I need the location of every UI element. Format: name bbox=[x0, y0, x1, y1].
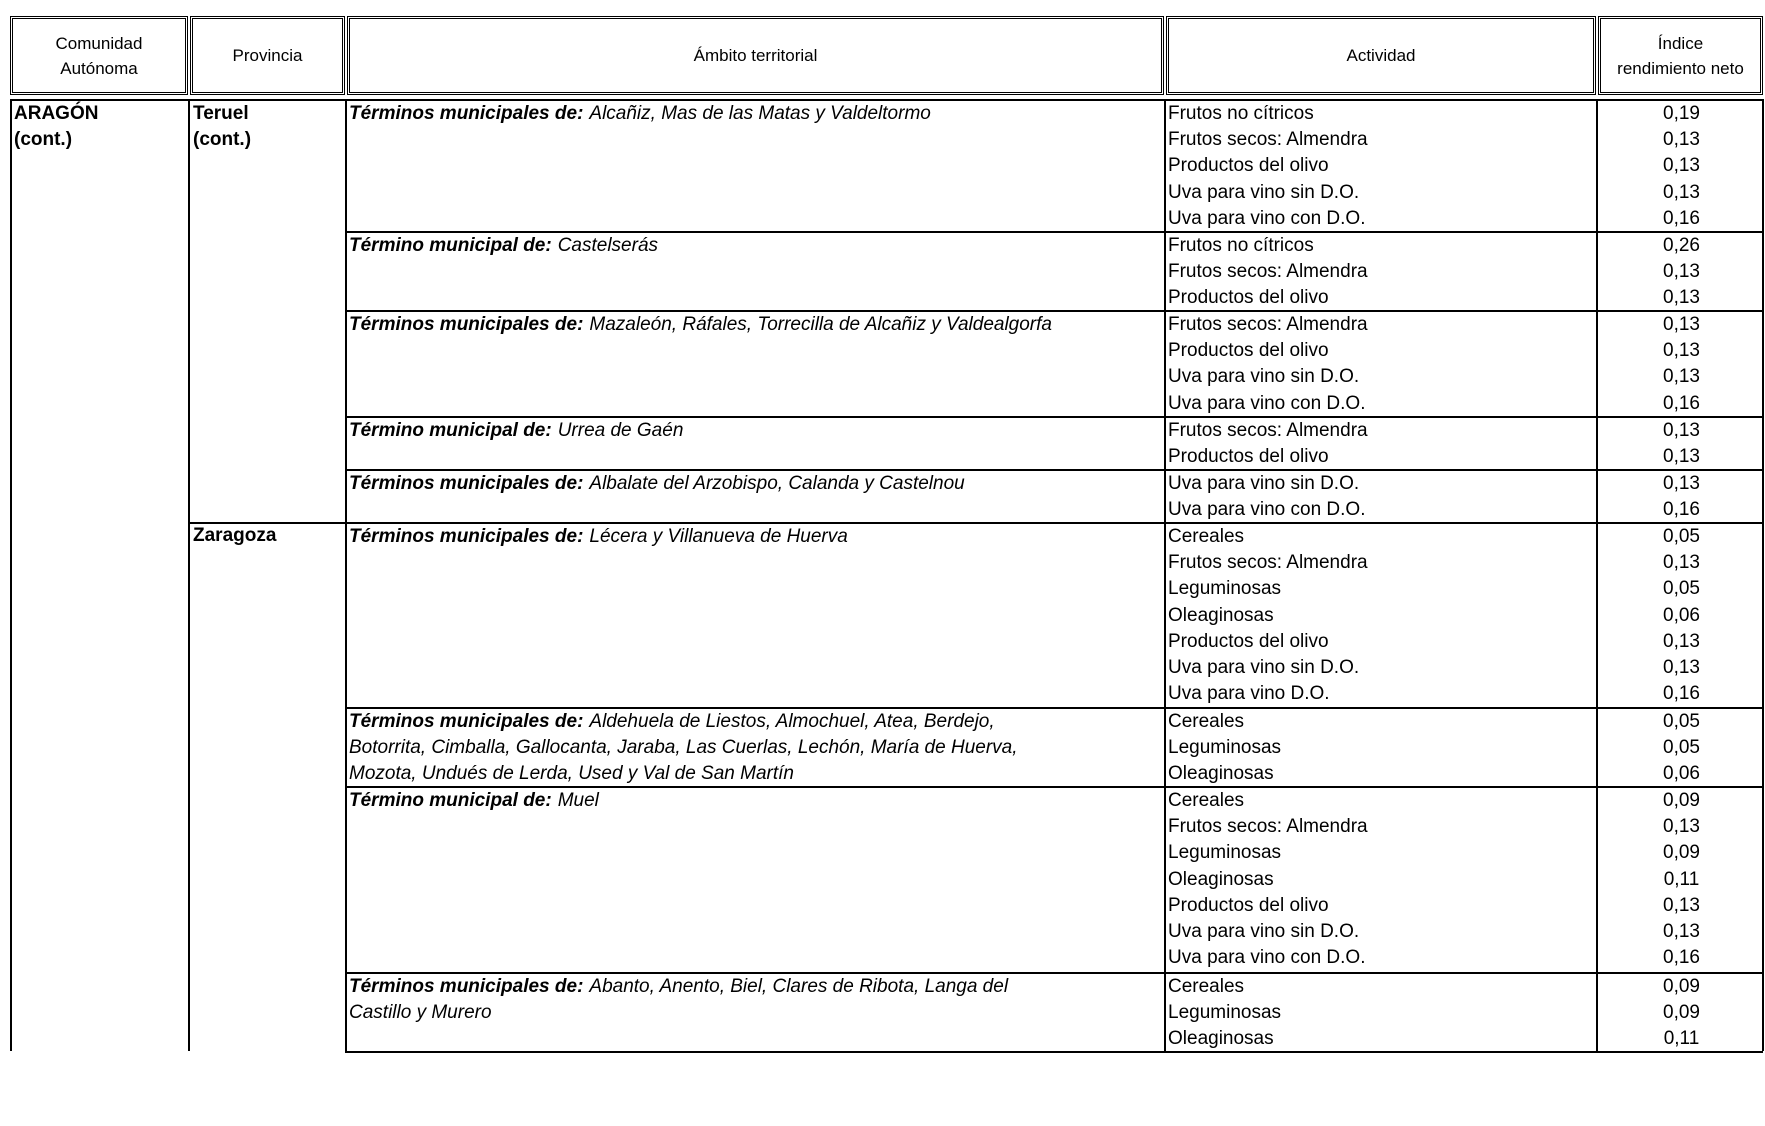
header-actividad-label: Actividad bbox=[1346, 46, 1416, 65]
actividad-item: Uva para vino sin D.O. bbox=[1168, 657, 1360, 679]
ambito-cell bbox=[349, 471, 1161, 497]
actividad-cell bbox=[1168, 312, 1598, 417]
ambito-prefix: Términos municipales de: bbox=[349, 976, 584, 997]
indice-cell bbox=[1600, 709, 1763, 788]
indice-value: 0,06 bbox=[1663, 604, 1700, 626]
indice-value: 0,13 bbox=[1663, 552, 1700, 574]
actividad-item: Frutos secos: Almendra bbox=[1168, 420, 1368, 441]
ambito-prefix: Términos municipales de: bbox=[349, 314, 584, 335]
actividad-item: Uva para vino D.O. bbox=[1168, 683, 1330, 705]
indice-value: 0,09 bbox=[1663, 1002, 1700, 1024]
indice-value: 0,05 bbox=[1663, 711, 1700, 732]
actividad-cell bbox=[1168, 101, 1598, 232]
indice-value: 0,26 bbox=[1663, 235, 1700, 256]
indice-cell bbox=[1600, 312, 1763, 417]
actividad-item: Frutos secos: Almendra bbox=[1168, 314, 1368, 335]
header-provincia bbox=[190, 16, 345, 95]
indice-value: 0,13 bbox=[1663, 473, 1700, 494]
ambito-prefix: Términos municipales de: bbox=[349, 526, 584, 547]
ambito-places: Aldehuela de Liestos, Almochuel, Atea, Berdejo, bbox=[589, 711, 995, 732]
ambito-prefix: Término municipal de: bbox=[349, 790, 552, 811]
actividad-item: Leguminosas bbox=[1168, 1002, 1282, 1024]
indice-value: 0,09 bbox=[1663, 790, 1700, 811]
actividad-item: Uva para vino sin D.O. bbox=[1168, 366, 1360, 388]
actividad-cell bbox=[1168, 471, 1598, 523]
ambito-cell bbox=[349, 524, 1161, 550]
indice-value: 0,06 bbox=[1663, 763, 1700, 785]
indice-value: 0,13 bbox=[1663, 287, 1700, 309]
indice-value: 0,16 bbox=[1663, 683, 1700, 705]
ambito-cell bbox=[349, 709, 1161, 787]
actividad-item: Productos del olivo bbox=[1168, 894, 1329, 916]
indice-cell bbox=[1600, 101, 1763, 232]
actividad-item: Oleaginosas bbox=[1168, 1028, 1274, 1050]
indice-value: 0,16 bbox=[1663, 499, 1700, 521]
indice-value: 0,13 bbox=[1663, 894, 1700, 916]
actividad-item: Uva para vino con D.O. bbox=[1168, 947, 1366, 969]
header-ambito-label: Ámbito territorial bbox=[693, 46, 818, 65]
ambito-cell bbox=[349, 418, 1161, 444]
actividad-item: Uva para vino sin D.O. bbox=[1168, 181, 1360, 203]
indice-value: 0,16 bbox=[1663, 947, 1700, 969]
comunidad-name: ARAGÓN bbox=[14, 103, 99, 124]
indice-value: 0,13 bbox=[1663, 420, 1700, 441]
ambito-places: Albalate del Arzobispo, Calanda y Castelnou bbox=[589, 473, 965, 494]
actividad-cell bbox=[1168, 233, 1598, 312]
ambito-places: Castillo y Murero bbox=[349, 1002, 492, 1023]
indice-value: 0,09 bbox=[1663, 976, 1700, 997]
indice-value: 0,09 bbox=[1663, 842, 1700, 864]
actividad-cell bbox=[1168, 418, 1598, 470]
actividad-item: Productos del olivo bbox=[1168, 287, 1329, 309]
actividad-cell bbox=[1168, 974, 1598, 1053]
actividad-item: Uva para vino sin D.O. bbox=[1168, 921, 1360, 943]
provincia-cell-teruel bbox=[193, 101, 251, 153]
actividad-item: Cereales bbox=[1168, 976, 1245, 997]
ambito-places: Castelserás bbox=[557, 235, 659, 256]
ambito-places: Urrea de Gaén bbox=[557, 420, 684, 441]
indice-cell bbox=[1600, 233, 1763, 312]
header-indice-line-1: Índice bbox=[1657, 33, 1704, 53]
actividad-item: Frutos secos: Almendra bbox=[1168, 261, 1368, 283]
ambito-cell bbox=[349, 788, 1161, 814]
actividad-item: Leguminosas bbox=[1168, 842, 1282, 864]
indice-value: 0,13 bbox=[1663, 446, 1700, 468]
actividad-item: Oleaginosas bbox=[1168, 763, 1274, 785]
actividad-item: Productos del olivo bbox=[1168, 155, 1329, 177]
actividad-item: Cereales bbox=[1168, 790, 1245, 811]
ambito-prefix: Términos municipales de: bbox=[349, 103, 584, 124]
indice-value: 0,13 bbox=[1663, 155, 1700, 177]
indice-value: 0,13 bbox=[1663, 366, 1700, 388]
header-provincia-label: Provincia bbox=[232, 46, 303, 65]
actividad-item: Uva para vino con D.O. bbox=[1168, 499, 1366, 521]
col-border-comunidad bbox=[188, 99, 190, 1051]
col-border-provincia bbox=[345, 99, 347, 1051]
comunidad-cell bbox=[14, 101, 98, 153]
actividad-item: Uva para vino con D.O. bbox=[1168, 392, 1366, 414]
ambito-places: Abanto, Anento, Biel, Clares de Ribota, Langa del bbox=[589, 976, 1009, 997]
header-indice bbox=[1598, 16, 1763, 95]
col-border-left bbox=[10, 99, 12, 1051]
actividad-item: Productos del olivo bbox=[1168, 630, 1329, 652]
actividad-item: Frutos no cítricos bbox=[1168, 103, 1314, 124]
header-comunidad-line-1: Comunidad bbox=[55, 33, 143, 53]
actividad-item: Frutos secos: Almendra bbox=[1168, 129, 1368, 151]
actividad-item: Frutos no cítricos bbox=[1168, 235, 1314, 256]
ambito-prefix: Término municipal de: bbox=[349, 235, 552, 256]
header-comunidad-line-2: Autónoma bbox=[60, 58, 138, 78]
actividad-item: Oleaginosas bbox=[1168, 868, 1274, 890]
actividad-item: Frutos secos: Almendra bbox=[1168, 552, 1368, 574]
ambito-cell bbox=[349, 101, 1161, 127]
indice-value: 0,11 bbox=[1663, 868, 1700, 890]
indice-cell bbox=[1600, 524, 1763, 707]
actividad-item: Oleaginosas bbox=[1168, 604, 1274, 626]
actividad-item: Productos del olivo bbox=[1168, 340, 1329, 362]
ambito-prefix: Términos municipales de: bbox=[349, 473, 584, 494]
header-actividad bbox=[1166, 16, 1596, 95]
indice-value: 0,13 bbox=[1663, 921, 1700, 943]
actividad-item: Leguminosas bbox=[1168, 737, 1282, 759]
indice-value: 0,13 bbox=[1663, 129, 1700, 151]
indice-value: 0,13 bbox=[1663, 261, 1700, 283]
indice-value: 0,13 bbox=[1663, 630, 1700, 652]
header-comunidad bbox=[10, 16, 188, 95]
col-border-ambito bbox=[1164, 99, 1166, 1051]
indice-value: 0,05 bbox=[1663, 526, 1700, 547]
ambito-cell bbox=[349, 312, 1161, 338]
ambito-prefix: Términos municipales de: bbox=[349, 711, 584, 732]
indice-cell bbox=[1600, 418, 1763, 470]
actividad-item: Cereales bbox=[1168, 711, 1245, 732]
provincia-cell-zaragoza bbox=[193, 523, 276, 549]
provincia-name: Zaragoza bbox=[193, 525, 277, 546]
indice-cell bbox=[1600, 974, 1763, 1053]
indice-value: 0,13 bbox=[1663, 181, 1700, 203]
actividad-cell bbox=[1168, 788, 1598, 971]
actividad-item: Leguminosas bbox=[1168, 578, 1282, 600]
comunidad-cont: (cont.) bbox=[14, 129, 73, 150]
indice-value: 0,13 bbox=[1663, 340, 1700, 362]
actividad-item: Uva para vino sin D.O. bbox=[1168, 473, 1360, 494]
indice-value: 0,16 bbox=[1663, 392, 1700, 414]
ambito-places: Muel bbox=[557, 790, 599, 811]
provincia-name: Teruel bbox=[193, 103, 249, 124]
header-indice-line-2: rendimiento neto bbox=[1617, 58, 1744, 78]
actividad-item: Productos del olivo bbox=[1168, 446, 1329, 468]
ambito-prefix: Término municipal de: bbox=[349, 420, 552, 441]
ambito-cell bbox=[349, 974, 1161, 1026]
actividad-item: Cereales bbox=[1168, 526, 1245, 547]
actividad-item: Uva para vino con D.O. bbox=[1168, 207, 1366, 229]
indice-value: 0,11 bbox=[1663, 1028, 1700, 1050]
actividad-cell bbox=[1168, 709, 1598, 788]
ambito-places: Lécera y Villanueva de Huerva bbox=[589, 526, 848, 547]
indice-cell bbox=[1600, 788, 1763, 971]
actividad-item: Frutos secos: Almendra bbox=[1168, 816, 1368, 838]
indice-value: 0,19 bbox=[1663, 103, 1700, 124]
ambito-cell bbox=[349, 233, 1161, 259]
provincia-cont: (cont.) bbox=[193, 129, 252, 150]
ambito-places: Alcañiz, Mas de las Matas y Valdeltormo bbox=[589, 103, 931, 124]
indice-value: 0,13 bbox=[1663, 816, 1700, 838]
ambito-places: Mazaleón, Ráfales, Torrecilla de Alcañiz y Valdealgorfa bbox=[589, 314, 1052, 335]
ambito-places: Botorrita, Cimballa, Gallocanta, Jaraba, Las Cuerlas, Lechón, María de Huerva, bbox=[349, 737, 1018, 758]
indice-value: 0,16 bbox=[1663, 207, 1700, 229]
actividad-cell bbox=[1168, 524, 1598, 707]
indice-value: 0,13 bbox=[1663, 314, 1700, 335]
indice-value: 0,05 bbox=[1663, 578, 1700, 600]
indice-value: 0,13 bbox=[1663, 657, 1700, 679]
indice-cell bbox=[1600, 471, 1763, 523]
indice-value: 0,05 bbox=[1663, 737, 1700, 759]
header-ambito bbox=[347, 16, 1164, 95]
ambito-places: Mozota, Undués de Lerda, Used y Val de San Martín bbox=[349, 763, 794, 784]
